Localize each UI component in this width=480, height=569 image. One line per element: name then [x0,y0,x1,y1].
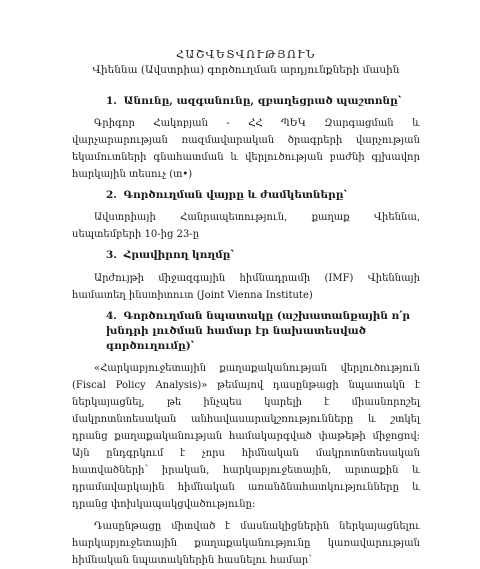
document-subtitle: Վիեննա (Ավստրիա) գործուղման արդյունքների մասին [92,64,400,76]
section-4-number: 4. [106,309,117,322]
section-4-paragraph-1: «Հարկաբյուջետային քաղաքականության վերլուծություն (Fiscal Policy Analysis)» թեմայով դասընթացի նպատակն է ներկայացնել, թե ինչպես կարելի է միասնորոշել մակրոտնտեսական անհավասարակշռությունները և շտկել դրանց քաղաքականության համակարգված փաթեթի միջոցով: Այն ընդգրկում է չորս հիմնական մակրոտնտեսական հատվածների՝ իրական, հարկաբյուջետային, արտաքին և դրամավարկային հիմնական առանձնահատկությունները և դրանց փոխկապակցվածությունը: [72,363,420,511]
section-3-heading-text: Հրավիրող կողմը՝ [123,249,234,262]
section-1-paragraph: Գրիգոր Հակոբյան - ՀՀ ՊԵԿ Զարգացման և վարչարարության ռազմավարական ծրագրերի վարչության եկամուտների գնահատման և վերլուծության բաժնի գլխավոր հարկային տեսուչ (տ•) [72,118,420,181]
section-4-heading [72,309,420,355]
section-1-heading [72,94,420,109]
section-3-number: 3. [106,249,117,262]
section-3-heading [72,248,420,263]
section-1-heading-text: Անունը, ազգանունը, զբաղեցրած պաշտոնը՝ [123,95,402,107]
section-2-paragraph: Ավստրիայի Հանրապետություն, քաղաք Վիեննա, սեպտեմբերի 10-ից 23-ը [72,212,420,241]
section-4-paragraph-2: Դասընթացը միտված է մասնակիցներին ներկայացնելու հարկաբյուջետային քաղաքականությունը կառավարության հիմնական նպատակներին հասնելու համար՝ [72,521,420,567]
section-2-number: 2. [106,189,117,202]
section-4-heading-text: Գործուղման նպատակը (աշխատանքային ո՛ր խնդրի լուծման համար էր նախատեսված գործուղումը)՝ [106,309,410,353]
section-3-paragraph: Արժույթի միջազգային հիմնադրամի (IMF) Վիեննայի համատեղ ինստիտուտ (Joint Vienna Institute) [72,272,420,301]
section-2-heading [72,188,420,203]
section-1-number: 1. [106,95,117,107]
section-2-heading-text: Գործուղման վայրը և ժամկետները՝ [123,189,347,202]
document-title: ՀԱՇՎԵՏՎՈՒԹՅՈՒՆ [176,48,316,61]
